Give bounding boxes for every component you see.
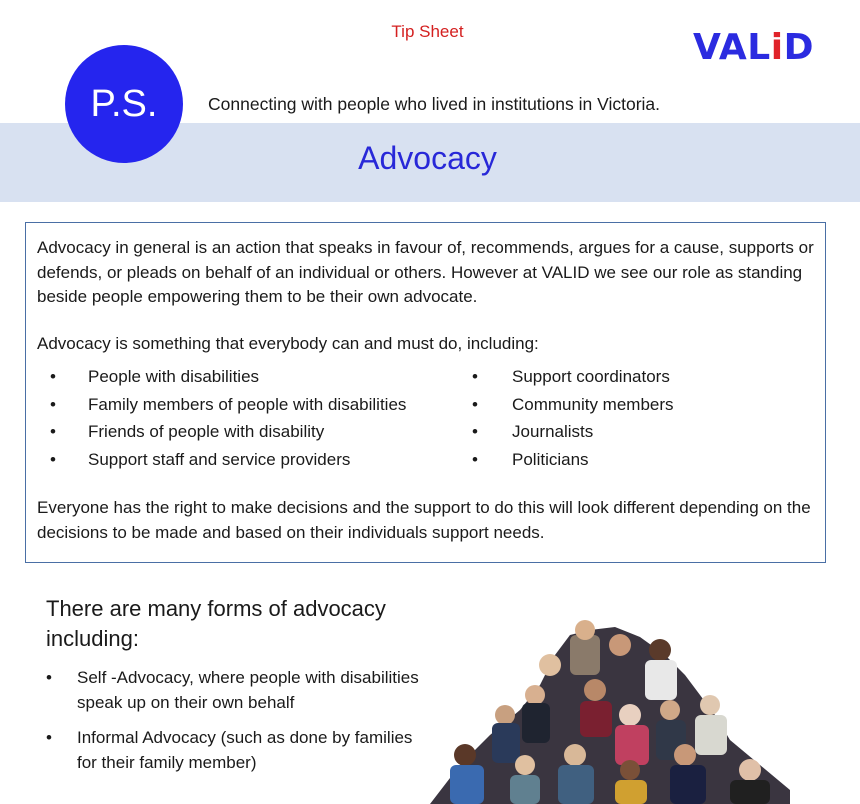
logo-text-i: i [770,27,784,68]
list-item: • Informal Advocacy (such as done by families for their family member) [46,725,426,775]
intro-box [25,222,826,563]
intro-paragraph: Advocacy in general is an action that speaks in favour of, recommends, argues for a cause, supports or defends, or pleads on behalf of an individual or others. However at VALID we see our role as standing beside people empowering them to be their own advocate. [37,238,814,306]
bullet-icon: • [46,668,52,687]
bullet-icon: • [472,450,478,470]
group-photo [430,615,790,804]
valid-logo [693,27,814,68]
ps-badge: P.S. [65,45,183,163]
list-item: • Self -Advocacy, where people with disabilities speak up on their own behalf [46,665,426,715]
left-list [50,363,470,474]
list-item: • Politicians [472,446,812,474]
bullet-icon: • [46,728,52,747]
list-item: • Support staff and service providers [50,446,470,474]
bullet-icon: • [50,422,56,442]
tip-sheet-label: Tip Sheet [391,22,464,41]
bullet-icon: • [472,422,478,442]
tagline: Connecting with people who lived in institutions in Victoria. [208,94,661,114]
list-item: • Support coordinators [472,363,812,391]
right-list [472,363,812,474]
list-item: • People with disabilities [50,363,470,391]
crowd-illustration [430,615,790,804]
bullet-icon: • [472,367,478,386]
page-title: Advocacy [358,140,497,176]
logo-text-end: D [783,27,814,68]
list-item: • Journalists [472,418,812,446]
forms-list [46,665,426,775]
list-item: • Family members of people with disabilities [50,391,470,419]
logo-text-main: VAL [693,27,771,68]
list-item: • Community members [472,391,812,419]
bullet-icon: • [50,394,56,414]
closing-paragraph: Everyone has the right to make decisions and the support to do this will look different depending on the decisions to be made and based on their individuals support needs. [37,498,811,542]
bullet-icon: • [50,450,56,470]
bullet-icon: • [50,367,56,386]
list-intro: Advocacy is something that everybody can and must do, including: [37,334,539,353]
list-item: • Friends of people with disability [50,418,470,446]
forms-heading: There are many forms of advocacy including: [46,596,386,651]
bullet-icon: • [472,394,478,414]
